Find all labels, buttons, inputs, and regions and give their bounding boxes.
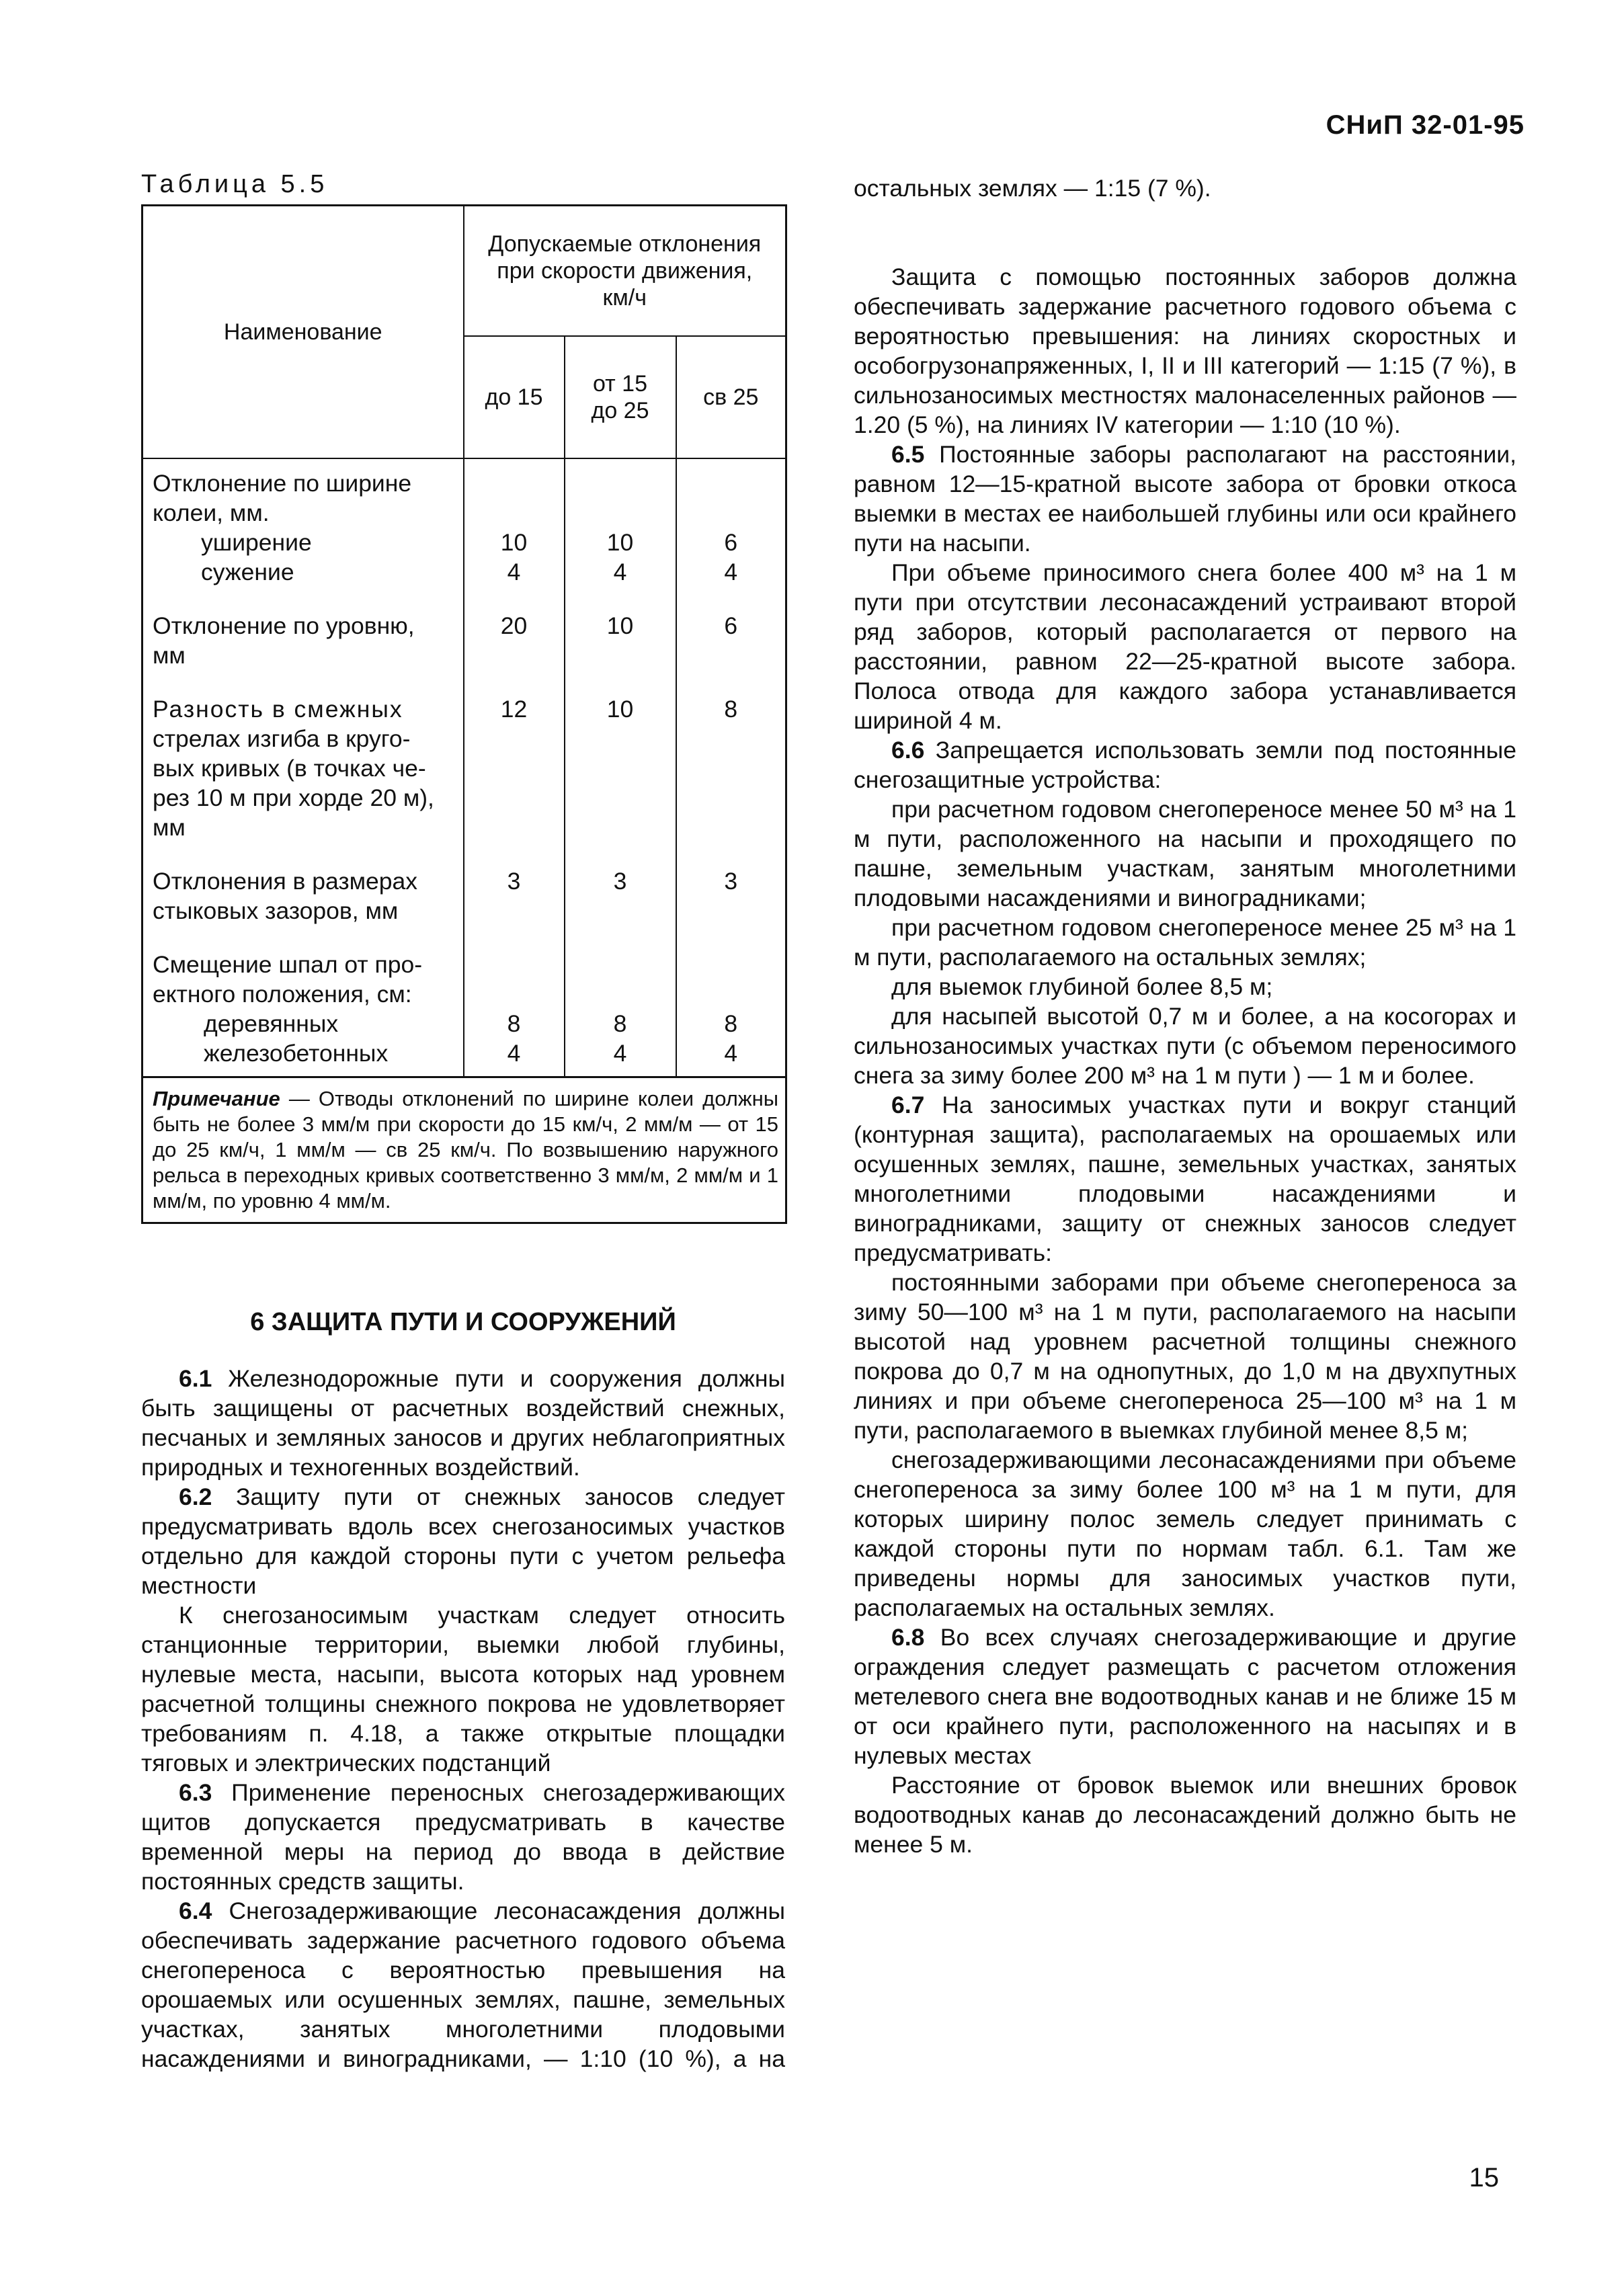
paragraph-6-7-item-2: снегозадерживающими лесонасаждениями при объеме снегопереноса за зиму более 100 м³ на 1 м пути, для которых ширину полос земель следует принимать с каждой стороны пути по нормам табл. 6.1. Там же приведены нормы для заносимых участков пути, располагаемых на остальных землях. (854, 1446, 1516, 1621)
paragraph-6-6-item-2: при расчетном годовом снегопереносе менее 25 м³ на 1 м пути, располагаемого на остальных землях; (854, 914, 1516, 971)
paragraph-6-7-item-1: постоянными заборами при объеме снегопереноса за зиму 50—100 м³ на 1 м пути, располагаемого на насыпи высотой над уровнем расчетной толщины снежного покрова до 0,7 м на однопутных, до 1,0 м на двухпутных линиях и при объеме снегопереноса 25—100 м³ на 1 м пути, располагаемого в выемках глубиной менее 8,5 м; (854, 1269, 1516, 1444)
table-row: Смещение шпал от про- ектного положения, см: деревянных железобетонных 8 4 8 4 8 4 (143, 950, 786, 1077)
paragraph-6-6-item-1: при расчетном годовом снегопереносе менее 50 м³ на 1 м пути, расположенного на насыпи и проходящего по пашне, земельным участкам, занятым многолетними плодовыми насаждениями и виноградниками; (854, 796, 1516, 911)
table-row: Отклонения в размерах стыковых зазоров, мм 3 3 3 (143, 866, 786, 950)
paragraph-6-6: 6.6 Запрещается использовать земли под постоянные снегозащитные устройства: (854, 737, 1516, 793)
paragraph-6-8-continued: Расстояние от бровок выемок или внешних бровок водоотводных канав до лесонасаждений должно быть не менее 5 м. (854, 1772, 1516, 1858)
paragraph-6-4-continued (854, 173, 1516, 262)
paragraph-6-4: 6.4 Снегозадерживающие лесонасаждения должны обеспечивать задержание расчетного годового объема снегопереноса с вероятностью превышения на орошаемых или осушенных землях, пашне, земельных участках, занятых многолетними плодовыми насаждениями и виноградниками, — 1:10 (10 %), а на (141, 1897, 785, 2072)
tolerance-table (141, 204, 787, 1224)
paragraph-6-6-item-4: для насыпей высотой 0,7 м и более, а на косогорах и сильнозаносимых участках пути (с объемом переносимого снега за зиму более 200 м³ на 1 м пути ) — 1 м и более. (854, 1003, 1516, 1089)
left-column (141, 169, 785, 2074)
right-column (854, 173, 1516, 1859)
section-title: 6 ЗАЩИТА ПУТИ И СООРУЖЕНИЙ (250, 1308, 676, 1336)
table-row: Разность в смежных стрелах изгиба в круго- вых кривых (в точках че- рез 10 м при хорде 20 м), мм 12 10 8 (143, 694, 786, 866)
paragraph-6-2: 6.2 Защиту пути от снежных заносов следует предусматривать вдоль всех снегозаносимых участков отдельно для каждой стороны пути с учетом рельефа местности (141, 1483, 785, 1599)
header-speed-over25: св 25 (676, 336, 786, 458)
document-code: СНиП 32-01-95 (1326, 110, 1525, 140)
table-note: Примечание — Отводы отклонений по ширине колеи должны быть не более 3 мм/м при скорости до 15 км/ч, 2 мм/м — от 15 до 25 км/ч, 1 мм/м — св 25 км/ч. По возвышению наружного рельса в переходных кривых соответственно 3 мм/м, 2 мм/м и 1 мм/м, по уровню 4 мм/м. (143, 1077, 786, 1223)
paragraph-6-2-continued: К снегозаносимым участкам следует относить станционные территории, выемки любой глубины, нулевые места, насыпи, высота которых над уровнем расчетной толщины снежного покрова не удовлетворяет требованиям п. 4.18, а также открытые площадки тяговых и электрических подстанций (141, 1602, 785, 1776)
paragraph-6-3: 6.3 Применение переносных снегозадерживающих щитов допускается предусматривать в качестве временной меры на период до ввода в действие постоянных средств защиты. (141, 1779, 785, 1895)
paragraph-6-1: 6.1 Железнодорожные пути и сооружения должны быть защищены от расчетных воздействий снежных, песчаных и земляных заносов и других неблагоприятных природных и техногенных воздействий. (141, 1365, 785, 1481)
paragraph-6-6-item-3: для выемок глубиной более 8,5 м; (891, 973, 1273, 1000)
header-speed-15-25: от 15 до 25 (565, 336, 676, 458)
paragraph-6-8: 6.8 Во всех случаях снегозадерживающие и другие ограждения следует размещать с расчетом отложения метелевого снега вне водоотводных канав и не ближе 15 м от оси крайнего пути, расположенного на насыпях и в нулевых местах (854, 1624, 1516, 1769)
paragraph-6-4-overflow: остальных землях — 1:15 (7 %). (854, 175, 1211, 202)
header-name: Наименование (143, 206, 464, 459)
table-row: Отклонение по ширине колеи, мм. уширение сужение 10 4 10 4 6 4 (143, 458, 786, 611)
paragraph-6-5-continued: При объеме приносимого снега более 400 м³ на 1 м пути при отсутствии лесонасаждений устраивают второй ряд заборов, который располагается от первого на расстоянии, равном 22—25-кратной высоте забора. Полоса отвода для каждого забора устанавливается шириной 4 м. (854, 559, 1516, 734)
header-speed-group: Допускаемые отклонения при скорости движения, км/ч (464, 206, 786, 337)
paragraph-6-7: 6.7 На заносимых участках пути и вокруг станций (контурная защита), располагаемых на орошаемых или осушенных землях, пашне, земельных участках, занятых многолетними плодовыми насаждениями и виноградниками, защиту от снежных заносов следует предусматривать: (854, 1092, 1516, 1266)
paragraph-6-5: 6.5 Постоянные заборы располагают на расстоянии, равном 12—15-кратной высоте забора от бровки откоса выемки в местах ее наибольшей глубины или оси крайнего пути на насыпи. (854, 441, 1516, 557)
paragraph-6-4-fences: Защита с помощью постоянных заборов должна обеспечивать задержание расчетного годового объема с вероятностью превышения: на линиях скоростных и особогрузонапряженных, I, II и III категорий — 1:15 (7 %), в сильнозаносимых местностях малонаселенных районов — 1.20 (5 %), на линиях IV категории — 1:10 (10 %). (854, 263, 1516, 438)
table-caption: Таблица 5.5 (141, 170, 329, 198)
page-number: 15 (1469, 2163, 1499, 2192)
header-speed-upto15: до 15 (464, 336, 565, 458)
table-note-row (143, 1077, 786, 1223)
table-row: Отклонение по уровню, мм 20 10 6 (143, 611, 786, 694)
